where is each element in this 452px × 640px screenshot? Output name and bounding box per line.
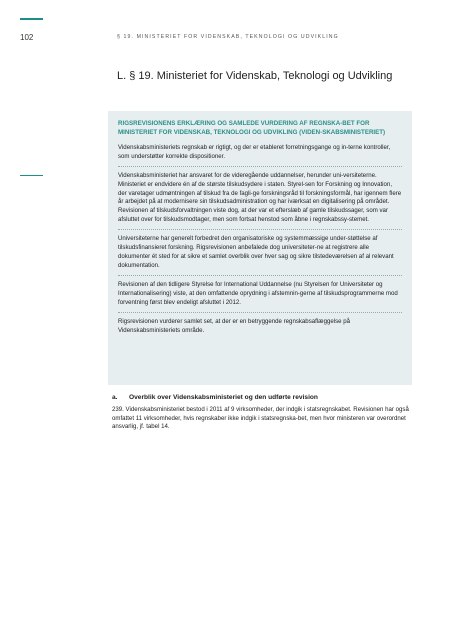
summary-paragraph: Videnskabsministeriet har ansvaret for de videregående uddannelser, herunder uni-versiteterne. Ministeriet er endvidere én af de største tilskudsydere i staten. Styrel-sen for Forskning og Innovation, der varetager udmøntningen af tilskud fra de fagli-ge forskningsråd til forskningsformål, har igennem flere år arbejdet på at modernisere sin tilskudsadministration og har iværksat en digitalisering på området. Revisionen af tilskudsforvaltningen viste dog, at der var et efterslæb af gamle tilskudssager, som var afsluttet over for tilskudsmodtager, men som fortsat henstod som åbne i regnskabssy-stemet. [118,172,402,223]
body-paragraph: 239. Videnskabsministeriet bestod i 2011 af 9 virksomheder, der indgik i statsregnskabet. Revisionen har også omfattet 11 virksomheder, hvis regnskaber ikke indgik i statsregnska-bet, men hvor ministeren var overordnet ansvarlig, jf. tabel 14. [112,406,409,431]
dotted-divider [118,229,402,230]
section-letter: a. [112,394,118,401]
summary-box-heading: RIGSREVISIONENS ERKLÆRING OG SAMLEDE VURDERING AF REGNSKA-BET FOR MINISTERIET FOR VIDENSKAB, TEKNOLOGI OG UDVIKLING (VIDEN-SKABSMINISTERIET) [118,120,386,137]
summary-paragraph: Revisionen af den tidligere Styrelse for International Uddannelse (nu Styrelsen for Universiteter og Internationalisering) viste, at den omfattende oprydning i afstemnin-gerne af tilskudsprogrammerne mod forventning først blev endeligt afsluttet i 2012. [118,281,398,306]
summary-paragraph: Rigsrevisionen vurderer samlet set, at der er en betryggende regnskabsaflæggelse på Videnskabsministeriets område. [118,318,351,335]
summary-paragraph: Universiteterne har generelt forbedret den organisatoriske og systemmæssige under-støttelse af tilskudsfinansieret forskning. Rigsrevisionen anbefalede dog universiteter-ne at registrere alle dokumenter ét sted for at sikre et samlet overblik over hver sag og sikre tilstedeværelsen af al relevant dokumentation. [118,235,394,269]
summary-box [108,111,412,385]
dotted-divider [118,312,402,313]
dotted-divider [118,275,402,276]
summary-paragraph: Videnskabsministeriets regnskab er rigtigt, og der er etableret forretningsgange og in-terne kontroller, som understøtter korrekte dispositioner. [118,143,391,160]
side-accent-rule [20,175,43,176]
chapter-title: L. § 19. Ministeriet for Videnskab, Teknologi og Udvikling [117,70,393,82]
page-number: 102 [20,33,34,42]
section-heading [112,394,412,401]
running-head: § 19. MINISTERIET FOR VIDENSKAB, TEKNOLOGI OG UDVIKLING [117,34,339,40]
section-title: Overblik over Videnskabsministeriet og den udførte revision [129,394,318,401]
dotted-divider [118,166,402,167]
top-accent-rule [20,18,43,20]
